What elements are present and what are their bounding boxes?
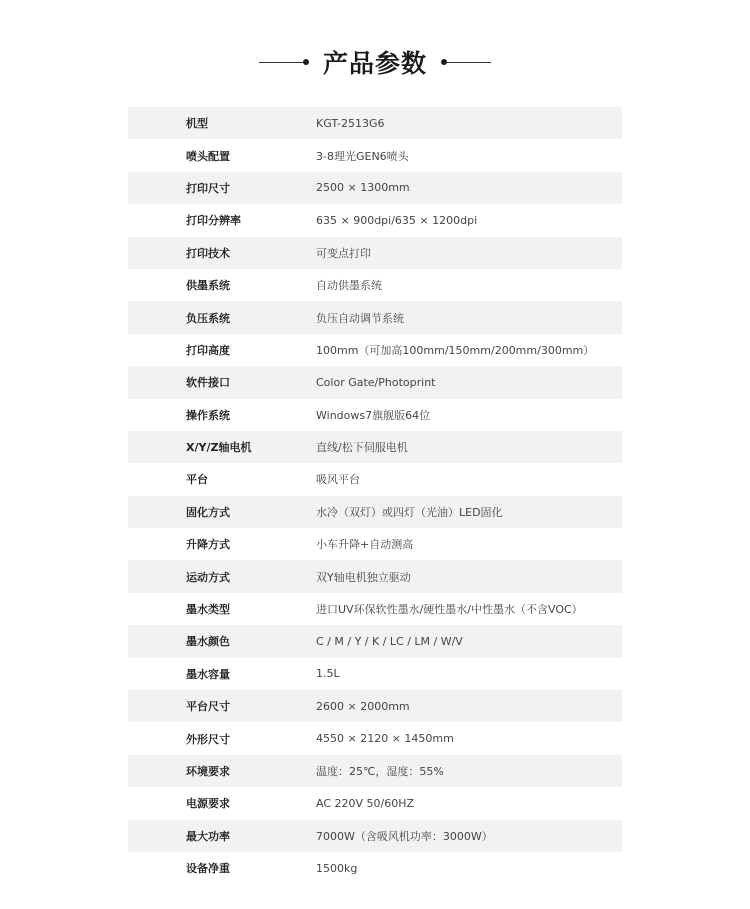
table-row xyxy=(128,496,622,528)
table-row xyxy=(128,399,622,431)
table-row xyxy=(128,431,622,463)
spec-table xyxy=(128,107,622,884)
spec-value: Windows7旗舰版64位 xyxy=(316,408,431,422)
spec-value: 水冷（双灯）或四灯（光油）LED固化 xyxy=(316,505,503,519)
spec-label: X/Y/Z轴电机 xyxy=(186,441,252,455)
table-row xyxy=(128,107,622,139)
spec-label: 操作系统 xyxy=(186,408,230,422)
title-right-divider xyxy=(447,62,491,63)
table-row xyxy=(128,334,622,366)
spec-value: C / M / Y / K / LC / LM / W/V xyxy=(316,634,463,648)
table-row xyxy=(128,625,622,657)
table-row xyxy=(128,755,622,787)
table-row xyxy=(128,237,622,269)
table-row xyxy=(128,528,622,560)
spec-label: 供墨系统 xyxy=(186,279,230,293)
spec-value: 温度：25℃，湿度：55% xyxy=(316,765,444,778)
spec-label: 机型 xyxy=(186,117,208,131)
table-row xyxy=(128,690,622,722)
spec-value: 4550 × 2120 × 1450mm xyxy=(316,732,454,746)
spec-label: 设备净重 xyxy=(186,862,230,876)
table-row xyxy=(128,204,622,236)
table-row xyxy=(128,787,622,819)
spec-value: 负压自动调节系统 xyxy=(316,311,404,325)
table-row xyxy=(128,593,622,625)
spec-label: 外形尺寸 xyxy=(186,732,230,746)
spec-label: 墨水容量 xyxy=(186,667,230,681)
spec-label: 负压系统 xyxy=(186,311,230,325)
spec-label: 打印技术 xyxy=(186,246,230,260)
table-row xyxy=(128,820,622,852)
spec-label: 平台尺寸 xyxy=(186,700,230,714)
spec-value: 7000W（含吸风机功率：3000W） xyxy=(316,829,493,843)
spec-value: 3-8理光GEN6喷头 xyxy=(316,149,409,163)
spec-value: 1500kg xyxy=(316,861,358,875)
spec-value: 1.5L xyxy=(316,667,340,681)
table-row xyxy=(128,172,622,204)
spec-value: AC 220V 50/60HZ xyxy=(316,796,415,810)
spec-label: 打印高度 xyxy=(186,343,230,357)
spec-value: KGT-2513G6 xyxy=(316,116,385,130)
spec-value: 100mm（可加高100mm/150mm/200mm/300mm） xyxy=(316,343,595,357)
spec-value: Color Gate/Photoprint xyxy=(316,375,436,389)
spec-label: 打印尺寸 xyxy=(186,181,230,195)
spec-value: 双Y轴电机独立驱动 xyxy=(316,570,411,584)
spec-label: 墨水颜色 xyxy=(186,635,230,649)
spec-label: 打印分辨率 xyxy=(186,214,241,228)
table-row xyxy=(128,722,622,754)
table-row xyxy=(128,658,622,690)
spec-label: 墨水类型 xyxy=(186,603,230,617)
spec-value: 直线/松下伺服电机 xyxy=(316,441,408,455)
spec-value: 小车升降+自动测高 xyxy=(316,538,414,552)
page-title: 产品参数 xyxy=(322,49,427,78)
spec-label: 升降方式 xyxy=(186,538,230,552)
spec-label: 运动方式 xyxy=(186,570,230,584)
spec-label: 平台 xyxy=(186,473,208,487)
table-row xyxy=(128,301,622,333)
title-left-divider xyxy=(259,62,303,63)
spec-label: 最大功率 xyxy=(186,829,230,843)
table-row xyxy=(128,463,622,495)
spec-value: 自动供墨系统 xyxy=(316,279,382,293)
spec-label: 固化方式 xyxy=(186,505,230,519)
spec-value: 可变点打印 xyxy=(316,246,371,260)
table-row xyxy=(128,366,622,398)
spec-value: 635 × 900dpi/635 × 1200dpi xyxy=(316,213,478,227)
spec-value: 进口UV环保软性墨水/硬性墨水/中性墨水（不含VOC） xyxy=(316,603,583,617)
table-row xyxy=(128,852,622,884)
spec-label: 电源要求 xyxy=(186,797,230,811)
spec-label: 软件接口 xyxy=(186,376,230,390)
section-title xyxy=(0,40,750,84)
table-row xyxy=(128,139,622,171)
table-row xyxy=(128,560,622,592)
spec-label: 环境要求 xyxy=(186,765,230,778)
table-row xyxy=(128,269,622,301)
spec-value: 吸风平台 xyxy=(316,473,360,487)
spec-label: 喷头配置 xyxy=(186,149,230,163)
spec-value: 2600 × 2000mm xyxy=(316,699,410,713)
title-left-dot xyxy=(303,59,309,65)
spec-value: 2500 × 1300mm xyxy=(316,181,410,195)
